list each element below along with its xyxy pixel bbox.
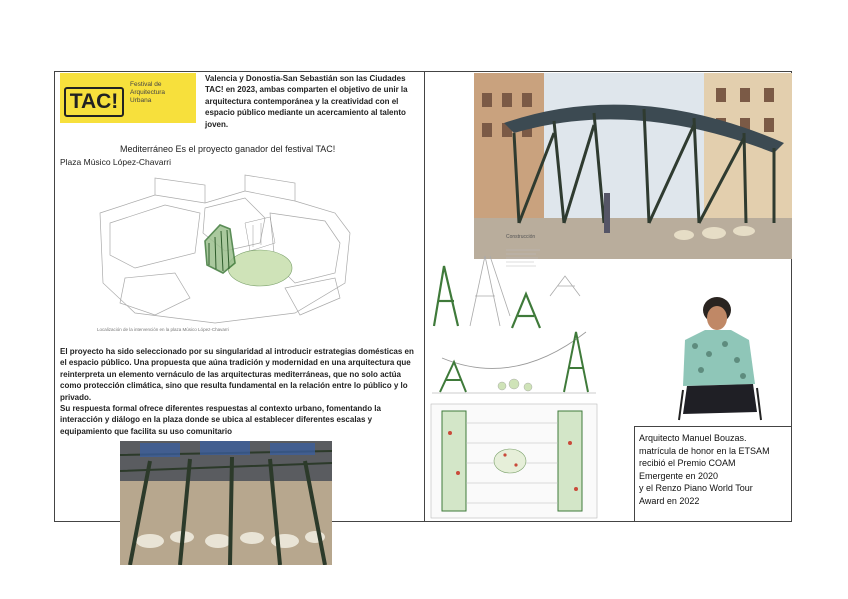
- architect-portrait: [673, 294, 769, 422]
- bio-line-2: matrícula de honor en la ETSAM: [639, 445, 770, 456]
- project-description: [60, 346, 416, 437]
- section-drawing: [432, 318, 596, 396]
- tac-logo: [60, 73, 196, 123]
- bio-line-6: Award en 2022: [639, 495, 700, 506]
- project-subtitle: Mediterráneo Es el proyecto ganador del festival TAC!: [120, 144, 336, 154]
- description-paragraph-2: Su respuesta formal ofrece diferentes respuestas al contexto urbano, fomentando la interacción y diálogo en la plaza donde se ubica al establecer diferentes escalas y equipamiento que facilita su uso comunitario: [60, 404, 381, 436]
- architect-bio: [634, 426, 792, 522]
- project-place: Plaza Músico López-Chavarri: [60, 157, 172, 167]
- canopy-plaza-photo: [474, 73, 792, 259]
- intro-text: Valencia y Donostia-San Sebastián son las Ciudades TAC! en 2023, ambas comparten el objetivo de unir la arquitectura contemporánea y la creatividad con el espacio público mediante un acercamiento al talento joven.: [205, 74, 408, 129]
- axo-caption: Localización de la intervención en la plaza Músico López-Chavarri: [97, 327, 229, 332]
- logo-badge: TAC!: [64, 87, 124, 117]
- bio-line-5: y el Renzo Piano World Tour: [639, 483, 753, 493]
- bio-line-1: Arquitecto Manuel Bouzas.: [639, 433, 747, 443]
- plan-drawing: [430, 403, 598, 519]
- column-divider: [424, 71, 425, 522]
- axonometric-drawing: [95, 173, 355, 325]
- bio-line-3: recibió el Premio COAM: [639, 458, 736, 468]
- logo-tagline: Festival de Arquitectura Urbana: [130, 81, 166, 104]
- canopy-interior-photo: [120, 441, 332, 565]
- bio-line-4: Emergente en 2020: [639, 470, 719, 481]
- construction-legend-title: Construcción: [506, 234, 536, 240]
- description-paragraph-1: El proyecto ha sido seleccionado por su singularidad al introducir estrategias domésticas en el espacio público. Una propuesta que aúna tradición y modernidad en una arquitectura que reinterpreta un elemento vernáculo de las arquitecturas mediterráneas, que no solo actúa como protección climática, sino que resulta fundamental en la relación entre lo público y lo privado.: [60, 347, 414, 402]
